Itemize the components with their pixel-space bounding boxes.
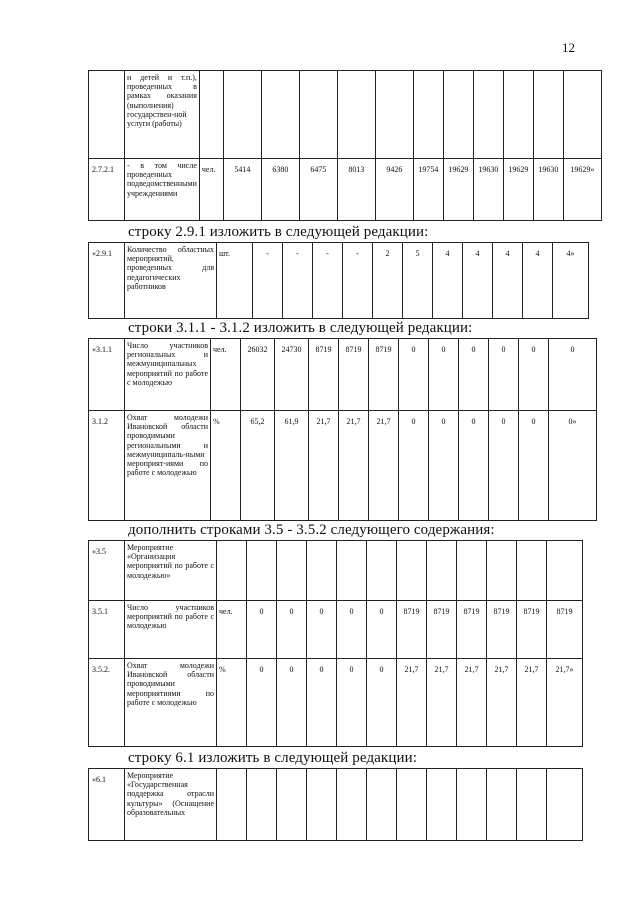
cell: 0 [399,411,429,521]
cell: 0 [307,659,337,747]
cell: 0 [277,601,307,659]
cell: 9426 [375,159,413,221]
cell: 0 [367,601,397,659]
cell [375,71,413,159]
row-name: Охват молодежи Ивановской области проводимыми региональными и межмуниципаль-ными мероприят-иями по работе с молодежью [125,411,211,521]
cell: 0 [519,411,549,521]
row-code: 3.5.1 [89,601,125,659]
cell: 4 [463,243,493,319]
cell: 0 [429,339,459,411]
cell: 5414 [223,159,261,221]
cell [223,71,261,159]
cell: 21,7 [309,411,339,521]
cell: 8013 [337,159,375,221]
cell: 21,7 [427,659,457,747]
cell [337,71,375,159]
row-unit: чел. [199,159,223,221]
cell [397,541,427,601]
cell [533,71,563,159]
row-unit: % [217,659,247,747]
row-name: Мероприятие «Организация мероприятий по работе с молодежью» [125,541,217,601]
cell [413,71,443,159]
cell: 4» [553,243,589,319]
cell: 6475 [299,159,337,221]
cell: 0» [549,411,597,521]
cell [517,541,547,601]
cell: 2 [373,243,403,319]
cell [427,541,457,601]
cell [299,71,337,159]
indicator-table-2-9-1 [88,242,589,319]
cell [503,71,533,159]
row-name: и детей и т.п.), проведенных в рамках оказания (выполнения) государствен-ной услуги (работы) [125,71,200,159]
cell: 8719 [427,601,457,659]
cell: 61,9 [275,411,309,521]
cell [427,769,457,841]
cell [563,71,601,159]
row-name: Количество областных мероприятий, проведенных для педагогических работников [125,243,217,319]
table-row [89,339,597,411]
cell [517,769,547,841]
indicator-table-3-1 [88,338,597,521]
cell [367,769,397,841]
cell [487,541,517,601]
cell [457,541,487,601]
cell: 4 [523,243,553,319]
cell [547,541,583,601]
cell: 21,7 [369,411,399,521]
cell: 0 [519,339,549,411]
cell: 0 [399,339,429,411]
cell: 8719 [457,601,487,659]
cell [397,769,427,841]
cell: 21,7 [487,659,517,747]
cell: 0 [247,659,277,747]
cell [547,769,583,841]
row-unit: % [211,411,241,521]
cell: 8719 [309,339,339,411]
cell: - [343,243,373,319]
cell: 0 [549,339,597,411]
cell [247,769,277,841]
heading-3-1: строки 3.1.1 - 3.1.2 изложить в следующей редакции: [128,320,473,336]
row-code: 3.5.2. [89,659,125,747]
cell: 0 [429,411,459,521]
cell: 0 [337,659,367,747]
heading-6-1: строку 6.1 изложить в следующей редакции: [128,750,417,766]
indicator-table-6-1 [88,768,583,841]
row-unit [199,71,223,159]
cell [261,71,299,159]
row-name: Число участников региональных и межмуниципальных мероприятий по работе с молодежью [125,339,211,411]
cell [367,541,397,601]
row-code: «2.9.1 [89,243,125,319]
cell: 0 [489,411,519,521]
cell: 0 [489,339,519,411]
cell: 8719 [517,601,547,659]
cell [277,541,307,601]
table-row [89,659,583,747]
cell: 21,7 [517,659,547,747]
table-row [89,541,583,601]
cell: 8719 [339,339,369,411]
page-number: 12 [562,40,575,55]
cell: 21,7 [339,411,369,521]
cell: 26032 [241,339,275,411]
cell: - [253,243,283,319]
heading-3-5: дополнить строками 3.5 - 3.5.2 следующего содержания: [128,522,495,538]
cell: 8719 [369,339,399,411]
cell: 0 [277,659,307,747]
cell: 0 [367,659,397,747]
cell: 8719 [547,601,583,659]
cell [443,71,473,159]
table-row [89,243,589,319]
row-unit [217,541,247,601]
indicator-table-2-7 [88,70,602,221]
row-code: «3.5 [89,541,125,601]
row-code: «6.1 [89,769,125,841]
row-code: «3.1.1 [89,339,125,411]
cell: 4 [433,243,463,319]
cell [473,71,503,159]
cell: 6380 [261,159,299,221]
cell: 19754 [413,159,443,221]
row-name: Охват молодежи Ивановской области проводимыми мероприятиями по работе с молодежью [125,659,217,747]
cell: 21,7 [457,659,487,747]
cell: 19629» [563,159,601,221]
cell: 8719 [397,601,427,659]
indicator-table-3-5 [88,540,583,747]
cell [337,769,367,841]
cell: 24730 [275,339,309,411]
cell: - [313,243,343,319]
row-name: - в том числе проведенных подведомственными учреждениями [125,159,200,221]
cell [487,769,517,841]
cell: 21,7» [547,659,583,747]
row-code: 3.1.2 [89,411,125,521]
cell: 0 [459,411,489,521]
row-code: 2.7.2.1 [89,159,125,221]
cell: 21,7 [397,659,427,747]
cell: 0 [307,601,337,659]
cell: 0 [247,601,277,659]
cell: 19629 [443,159,473,221]
cell: 0 [459,339,489,411]
row-unit: чел. [217,601,247,659]
cell [457,769,487,841]
row-name: Мероприятие «Государственная поддержка отрасли культуры» (Оснащение образовательных [125,769,217,841]
table-row [89,159,602,221]
cell: 0 [337,601,367,659]
table-row [89,71,602,159]
cell [247,541,277,601]
row-unit: чел. [211,339,241,411]
cell [307,769,337,841]
cell: 65,2 [241,411,275,521]
cell [307,541,337,601]
table-row [89,601,583,659]
cell [277,769,307,841]
row-unit [217,769,247,841]
heading-2-9-1: строку 2.9.1 изложить в следующей редакции: [128,224,429,240]
row-unit: шт. [217,243,253,319]
cell: 19630 [533,159,563,221]
cell: 4 [493,243,523,319]
row-code [89,71,125,159]
table-row [89,411,597,521]
table-row [89,769,583,841]
cell: 19629 [503,159,533,221]
cell: 8719 [487,601,517,659]
row-name: Число участников мероприятий по работе с молодежью [125,601,217,659]
cell: 5 [403,243,433,319]
cell: - [283,243,313,319]
cell [337,541,367,601]
cell: 19630 [473,159,503,221]
